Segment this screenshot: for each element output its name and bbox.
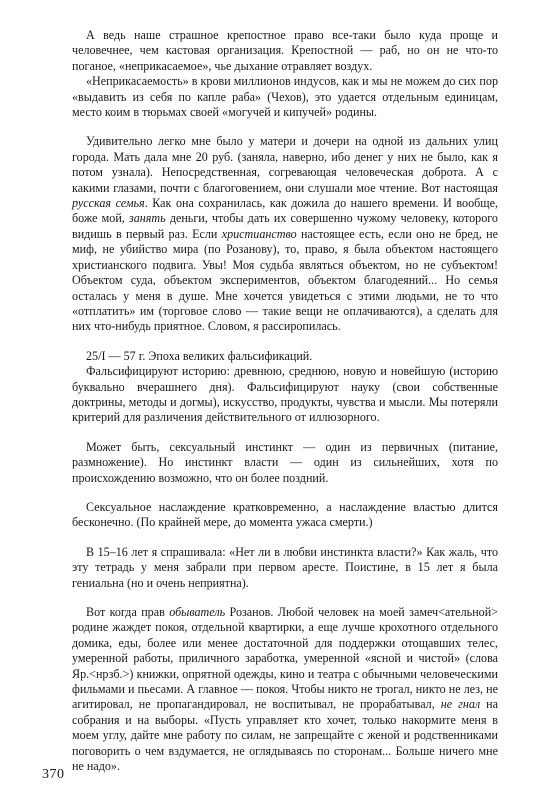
paragraph-6: Может быть, сексуальный инстинкт — один из первичных (питание, размножение). Но инстинкт власти — один из сильнейших, хотя по происхождению возможно, что он более поздний. xyxy=(72,439,498,485)
paragraph-5: Фальсифицируют историю: древнюю, среднюю, новую и новейшую (историю буквально вчерашнего дня). Фальсифицируют науку (свои собственные доктрины, методы и догмы), искусство, продукты, чувства и мысли. Мы потеряли критерий для различения действительного от иллюзорного. xyxy=(72,364,498,425)
paragraph-4-date-heading: 25/I — 57 г. Эпоха великих фальсификаций. xyxy=(86,348,313,363)
paragraph-9: Вот когда прав обыватель Розанов. Любой человек на моей замеч<ательной> родине жаждет покоя, отдельной квартирки, а еще лучше крохотного отдельного домика, еды, более или менее достаточной для поддержки отощавших телес, умеренной работы, приличного заработка, умеренной «ясной и чистой» (слова Яр.<нрзб.>) книжки, опрятной одежды, кино и театра с обычными человеческими фильмами и пьесами. А главное — покоя. Чтобы никто не трогал, никто не лез, не агитировал, не пропагандировал, не воспитывал, не прорабатывал, не гнал на собрания и на выборы. «Пусть управляет кто хочет, только накормите меня в моем углу, дайте мне работу по силам, не запрещайте с женой и родственниками поговорить о чем вздумается, не оглядываясь по сторонам... Больше ничего мне не надо». xyxy=(72,605,499,774)
paragraph-7: Сексуальное наслаждение кратковременно, а наслаждение властью длится бесконечно. (По крайней мере, до момента ужаса смерти.) xyxy=(72,499,498,530)
paragraph-3: Удивительно легко мне было у матери и дочери на одной из дальних улиц города. Мать дала мне 20 руб. (заняла, наверно, ибо денег у них не было, как я потом узнала). Непосредственная, согревающая человеческая доброта. А с какими глазами, почти с благоговением, они слушали мое чтение. Вот настоящая русская семья. Как она сохранилась, как дожила до нашего времени. И вообще, боже мой, занять деньги, чтобы дать их совершенно чужому человеку, которого видишь в первый раз. Если христианство настоящее есть, если оно не бред, не миф, не убийство мира (по Розанову), то, право, я была объектом настоящего христианского подвига. Увы! Моя судьба являться объектом, но не субъектом! Объектом суда, объектом экспериментов, объектом благодеяний... Но семья осталась у меня в душе. Мне хочется увидеться с этими людьми, не то что «отплатить» им (торговое слово — такие вещи не оплачиваются), а сделать для них что-нибудь приятное. Словом, я рассиропилась. xyxy=(72,134,498,334)
paragraph-2: «Неприкасаемость» в крови миллионов индусов, как и мы не можем до сих пор «выдавить из себя по капле раба» (Чехов), это удается отдельным единицам, место коим в тюрьмах своей «могучей и кипучей» родины. xyxy=(72,74,498,120)
page-number: 370 xyxy=(42,767,65,782)
paragraph-1: А ведь наше страшное крепостное право все-таки было куда проще и человечнее, чем кастовая организация. Крепостной — раб, но он не что-то поганое, «неприкасаемое», чье дыхание отравляет воздух. xyxy=(72,28,498,73)
paragraph-8: В 15–16 лет я спрашивала: «Нет ли в любви инстинкта власти?» Как жаль, что эту тетрадь у меня забрали при первом аресте. Поистине, в 15 лет я была гениальна (но и очень неприятна). xyxy=(72,544,498,590)
page-body-text xyxy=(72,28,498,774)
